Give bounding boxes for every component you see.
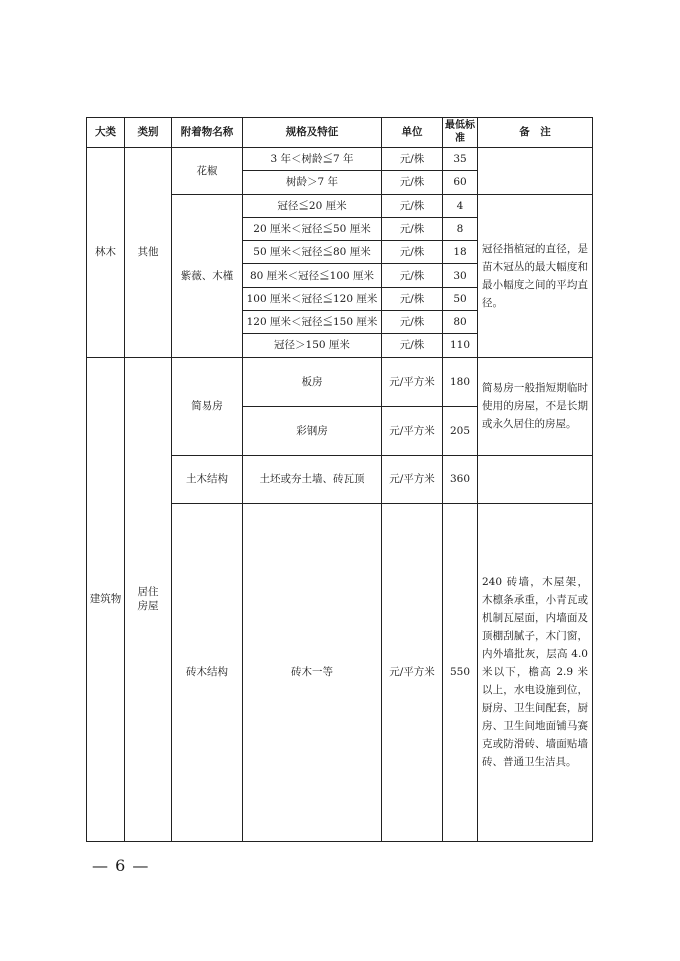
value-cell: 18 [443,241,478,264]
value-cell: 180 [443,357,478,406]
spec-cell: 50 厘米＜冠径≦80 厘米 [243,241,382,264]
unit-cell: 元/株 [382,171,443,194]
category-building: 建筑物 [87,357,125,841]
remark-empty [478,455,593,503]
value-cell: 35 [443,148,478,171]
item-simple-house: 简易房 [172,357,243,455]
compensation-standard-table [86,117,593,842]
item-ziwei: 紫薇、木槿 [172,194,243,357]
remark-simple-house: 简易房一般指短期临时使用的房屋，不是长期或永久居住的房屋。 [478,357,593,455]
table-row [87,148,593,171]
unit-cell: 元/株 [382,241,443,264]
subcategory-residential: 居住房屋 [125,357,172,841]
unit-cell: 元/株 [382,217,443,240]
spec-cell: 板房 [243,357,382,406]
header-dalei: 大类 [87,118,125,148]
remark-brick-wood: 240 砖墙，木屋架，木檩条承重，小青瓦或机制瓦屋面，内墙面及顶棚刮腻子，木门窗，内外墙批灰，层高 4.0 米以下，檐高 2.9 米以上，水电设施到位，厨房、卫生间配套，厨房、卫生间地面铺马赛克或防滑砖、墙面贴墙砖、普通卫生洁具。 [478,503,593,841]
unit-cell: 元/平方米 [382,455,443,503]
spec-cell: 砖木一等 [243,503,382,841]
remark-crown-diameter: 冠径指植冠的直径，是苗木冠丛的最大幅度和最小幅度之间的平均直径。 [478,194,593,357]
value-cell: 8 [443,217,478,240]
header-row [87,118,593,148]
value-cell: 50 [443,287,478,310]
unit-cell: 元/株 [382,334,443,357]
spec-cell: 冠径≦20 厘米 [243,194,382,217]
unit-cell: 元/平方米 [382,406,443,455]
header-name: 附着物名称 [172,118,243,148]
header-spec: 规格及特征 [243,118,382,148]
unit-cell: 元/株 [382,287,443,310]
unit-cell: 元/平方米 [382,357,443,406]
table-row [87,357,593,406]
item-huajiao: 花椒 [172,148,243,195]
item-brick-wood: 砖木结构 [172,503,243,841]
value-cell: 205 [443,406,478,455]
item-earth-wood: 土木结构 [172,455,243,503]
unit-cell: 元/株 [382,264,443,287]
value-cell: 110 [443,334,478,357]
spec-cell: 80 厘米＜冠径≦100 厘米 [243,264,382,287]
header-remark: 备 注 [478,118,593,148]
spec-cell: 120 厘米＜冠径≦150 厘米 [243,311,382,334]
value-cell: 60 [443,171,478,194]
subcategory-other: 其他 [125,148,172,358]
category-forest: 林木 [87,148,125,358]
value-cell: 30 [443,264,478,287]
unit-cell: 元/株 [382,194,443,217]
unit-cell: 元/株 [382,148,443,171]
value-cell: 550 [443,503,478,841]
spec-cell: 20 厘米＜冠径≦50 厘米 [243,217,382,240]
unit-cell: 元/株 [382,311,443,334]
unit-cell: 元/平方米 [382,503,443,841]
spec-cell: 土坯或夯土墙、砖瓦顶 [243,455,382,503]
value-cell: 4 [443,194,478,217]
spec-cell: 冠径＞150 厘米 [243,334,382,357]
header-leibie: 类别 [125,118,172,148]
spec-cell: 彩钢房 [243,406,382,455]
remark-empty [478,148,593,195]
spec-cell: 100 厘米＜冠径≦120 厘米 [243,287,382,310]
page-number: — 6 — [92,856,150,875]
spec-cell: 树龄＞7 年 [243,171,382,194]
value-cell: 80 [443,311,478,334]
header-min-standard: 最低标准 [443,118,478,148]
header-unit: 单位 [382,118,443,148]
spec-cell: 3 年＜树龄≦7 年 [243,148,382,171]
value-cell: 360 [443,455,478,503]
